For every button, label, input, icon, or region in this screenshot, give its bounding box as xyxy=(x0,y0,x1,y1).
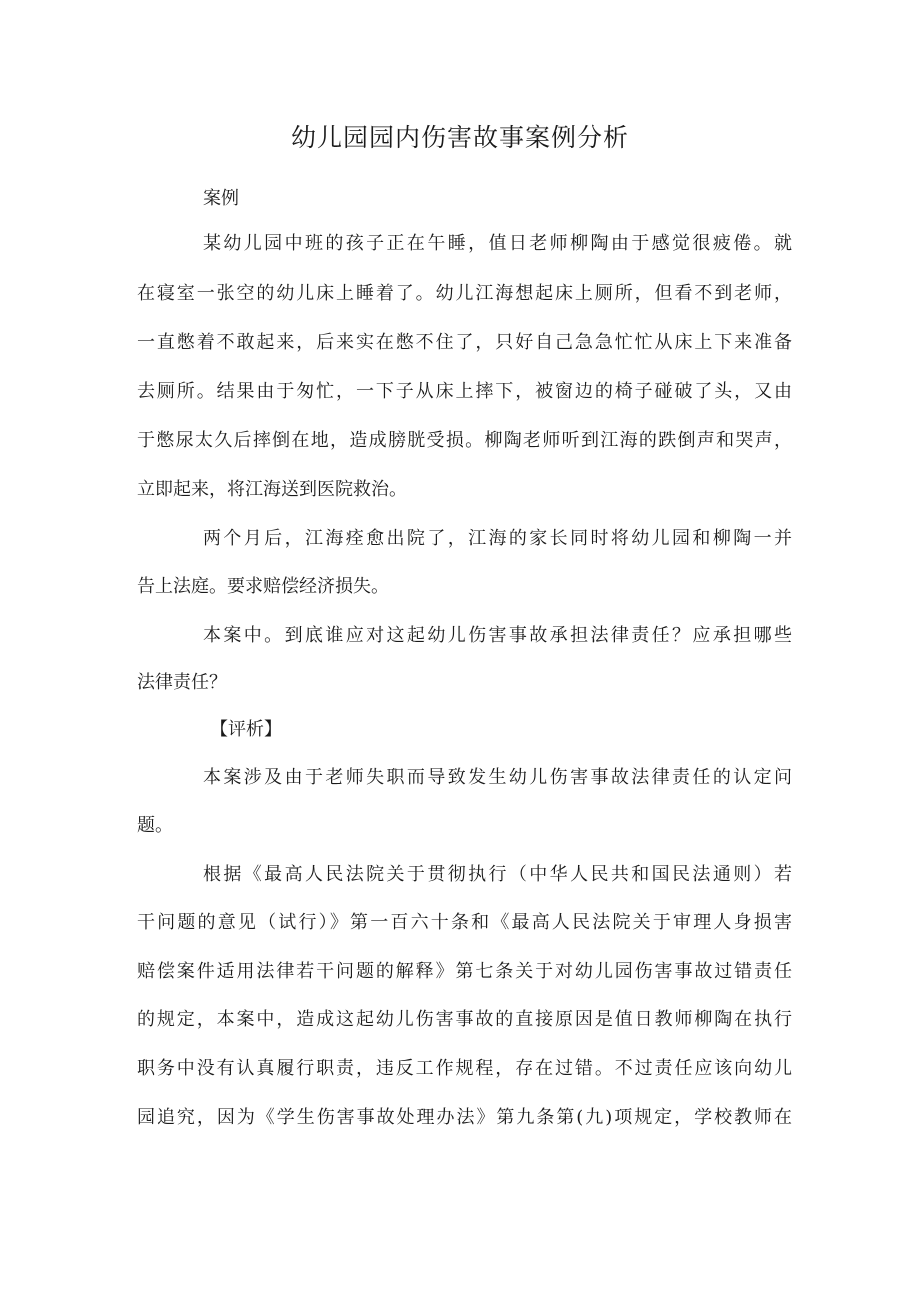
text-line: 法律责任？ xyxy=(137,672,227,693)
text-line: 园追究，因为《学生伤害事故处理办法》第九条第(九)项规定，学校教师在 xyxy=(137,1107,792,1128)
text-line: 两个月后，江海痊愈出院了，江海的家长同时将幼儿园和柳陶一并 xyxy=(203,528,792,549)
text-line: 立即起来，将江海送到医院救治。 xyxy=(137,479,407,500)
text-line: 题。 xyxy=(137,815,173,836)
text-line: 干问题的意见（试行）》第一百六十条和《最高人民法院关于审理人身损害 xyxy=(137,912,792,933)
text-line: 告上法庭。要求赔偿经济损失。 xyxy=(137,576,389,597)
document-title: 幼儿园园内伤害故事案例分析 xyxy=(290,123,629,152)
text-line: 根据《最高人民法院关于贯彻执行（中华人民共和国民法通则）若 xyxy=(203,864,792,885)
text-line: 的规定，本案中，造成这起幼儿伤害事故的直接原因是值日教师柳陶在执行 xyxy=(137,1009,792,1030)
heading-case: 案例 xyxy=(203,188,239,209)
text-line: 于憋尿太久后摔倒在地，造成膀胱受损。柳陶老师听到江海的跌倒声和哭声， xyxy=(137,430,792,451)
text-line: 某幼儿园中班的孩子正在午睡，值日老师柳陶由于感觉很疲倦。就 xyxy=(203,233,792,254)
text-line: 职务中没有认真履行职责，违反工作规程，存在过错。不过责任应该向幼儿 xyxy=(137,1058,792,1079)
text-line: 赔偿案件适用法律若干问题的解释》第七条关于对幼儿园伤害事故过错责任 xyxy=(137,961,792,982)
text-line: 本案中。到底谁应对这起幼儿伤害事故承担法律责任？应承担哪些 xyxy=(203,625,792,646)
text-line: 去厕所。结果由于匆忙，一下子从床上摔下，被窗边的椅子碰破了头，又由 xyxy=(137,381,792,402)
text-line: 在寝室一张空的幼儿床上睡着了。幼儿江海想起床上厕所，但看不到老师， xyxy=(137,283,792,304)
text-line: 本案涉及由于老师失职而导致发生幼儿伤害事故法律责任的认定问 xyxy=(203,767,792,788)
heading-analysis: 【评析】 xyxy=(210,719,282,740)
text-line: 一直憋着不敢起来，后来实在憋不住了，只好自己急急忙忙从床上下来准备 xyxy=(137,332,792,353)
